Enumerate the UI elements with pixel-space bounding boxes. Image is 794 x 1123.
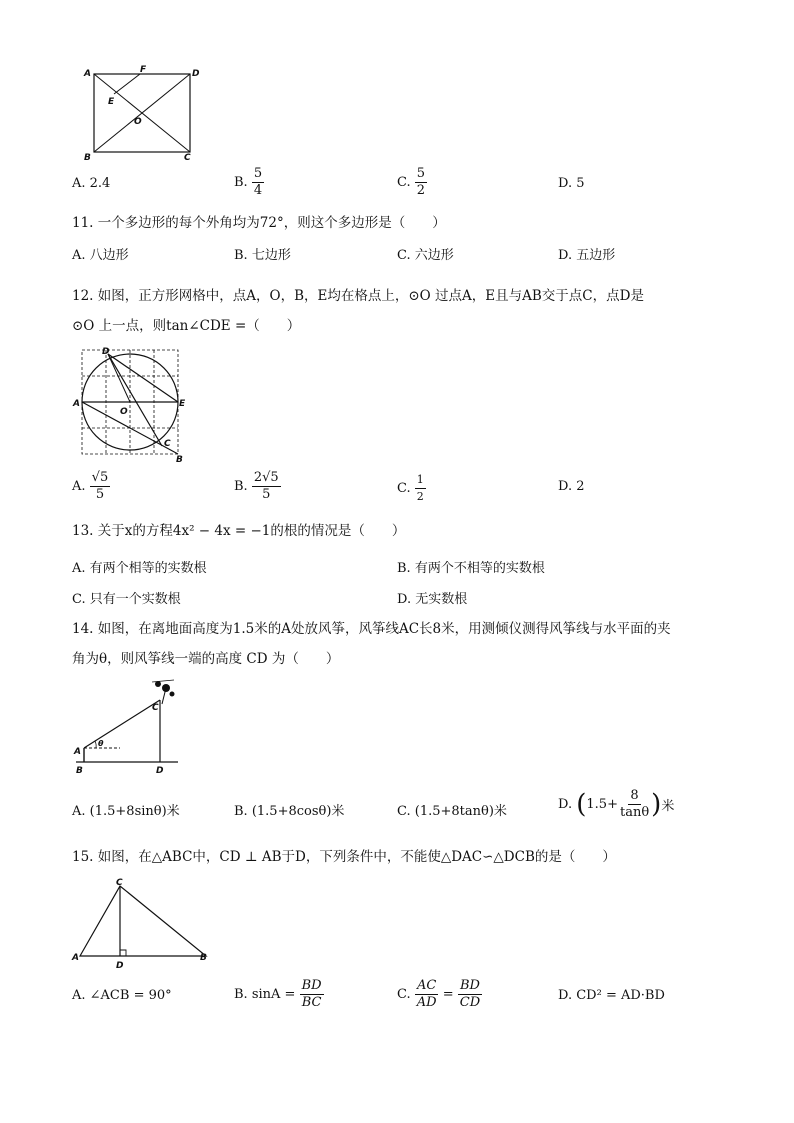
label-c: C	[164, 439, 171, 449]
q10-option-a[interactable]: A. 2.4	[72, 176, 111, 191]
q10-option-c[interactable]: C. $\frac{5}{2}$	[397, 166, 426, 198]
q14-option-c[interactable]: C. (1.5+8tanθ)米	[397, 804, 507, 819]
label-c: C	[152, 703, 159, 713]
q12-option-b[interactable]: B. $\frac{2√5}{5}$	[234, 470, 279, 502]
q13-option-b[interactable]: B. 有两个不相等的实数根	[397, 561, 545, 576]
q12-text-line2: ⊙O 上一点，则tan∠CDE =（ ）	[72, 318, 301, 334]
q10-option-b[interactable]: B. $\frac{5}{4}$	[234, 166, 263, 198]
q13-text: 13. 关于x的方程4x² − 4x = −1的根的情况是（ ）	[72, 523, 406, 539]
q10-option-d[interactable]: D. 5	[558, 176, 585, 191]
q12-option-d[interactable]: D. 2	[558, 479, 585, 494]
q13-option-d[interactable]: D. 无实数根	[397, 592, 468, 607]
label-b: B	[84, 153, 91, 162]
q12-option-c[interactable]: C. $\frac{1}{2}$	[397, 473, 424, 503]
q15-option-b[interactable]: B. sinA = $\frac{BD}{BC}$	[234, 978, 322, 1010]
label-b: B	[76, 766, 83, 776]
label-c: C	[116, 878, 123, 888]
label-d: D	[116, 961, 124, 970]
q11-option-a[interactable]: A. 八边形	[72, 248, 129, 263]
q13-option-c[interactable]: C. 只有一个实数根	[72, 592, 181, 607]
q15-option-a[interactable]: A. ∠ACB = 90°	[72, 988, 172, 1003]
q12-option-a[interactable]: A. $\frac{√5}{5}$	[72, 470, 109, 502]
label-b: B	[176, 455, 183, 464]
q14-option-b[interactable]: B. (1.5+8cosθ)米	[234, 804, 345, 819]
label-o: O	[134, 117, 142, 127]
label-a: A	[72, 953, 79, 963]
label-a: A	[84, 69, 91, 79]
label-e: E	[108, 97, 115, 107]
label-a: A	[73, 399, 80, 409]
q11-option-b[interactable]: B. 七边形	[234, 248, 291, 263]
label-d: D	[156, 766, 164, 776]
label-d: D	[192, 69, 200, 79]
q14-text-line2: 角为θ，则风筝线一端的高度 CD 为（ ）	[72, 651, 340, 667]
q15-text: 15. 如图，在△ABC中，CD ⊥ AB于D，下列条件中，不能使△DAC∽△DCB的是（ ）	[72, 849, 616, 865]
q12-text-line1: 12. 如图，正方形网格中，点A，O，B，E均在格点上，⊙O 过点A，E且与AB交于点C，点D是	[72, 288, 644, 304]
q11-option-c[interactable]: C. 六边形	[397, 248, 454, 263]
label-e: E	[179, 399, 186, 409]
kite-icon	[152, 680, 175, 704]
label-o: O	[120, 407, 128, 417]
figure-q10-rectangle	[80, 62, 200, 162]
q15-option-c[interactable]: C. $\frac{AC}{AD}$ = $\frac{BD}{CD}$	[397, 978, 481, 1010]
figure-q12-circle-grid	[70, 344, 190, 464]
q11-option-d[interactable]: D. 五边形	[558, 248, 616, 263]
label-d: D	[102, 347, 110, 357]
q15-option-d[interactable]: D. CD² = AD·BD	[558, 988, 665, 1003]
label-b: B	[200, 953, 207, 963]
label-c: C	[184, 153, 191, 162]
q14-text-line1: 14. 如图，在离地面高度为1.5米的A处放风筝，风筝线AC长8米，用测倾仪测得风筝线与水平面的夹	[72, 621, 671, 637]
label-a: A	[74, 747, 81, 757]
q14-option-a[interactable]: A. (1.5+8sinθ)米	[72, 804, 180, 819]
label-theta: θ	[98, 739, 104, 748]
figure-q14-kite	[70, 674, 190, 778]
q13-option-a[interactable]: A. 有两个相等的实数根	[72, 561, 207, 576]
label-f: F	[140, 65, 147, 75]
figure-q15-triangle	[70, 876, 216, 970]
q11-text: 11. 一个多边形的每个外角均为72°，则这个多边形是（ ）	[72, 215, 446, 231]
q14-option-d[interactable]: D. (1.5+ $\frac{8}{\tan\theta}$ )米	[558, 788, 675, 820]
